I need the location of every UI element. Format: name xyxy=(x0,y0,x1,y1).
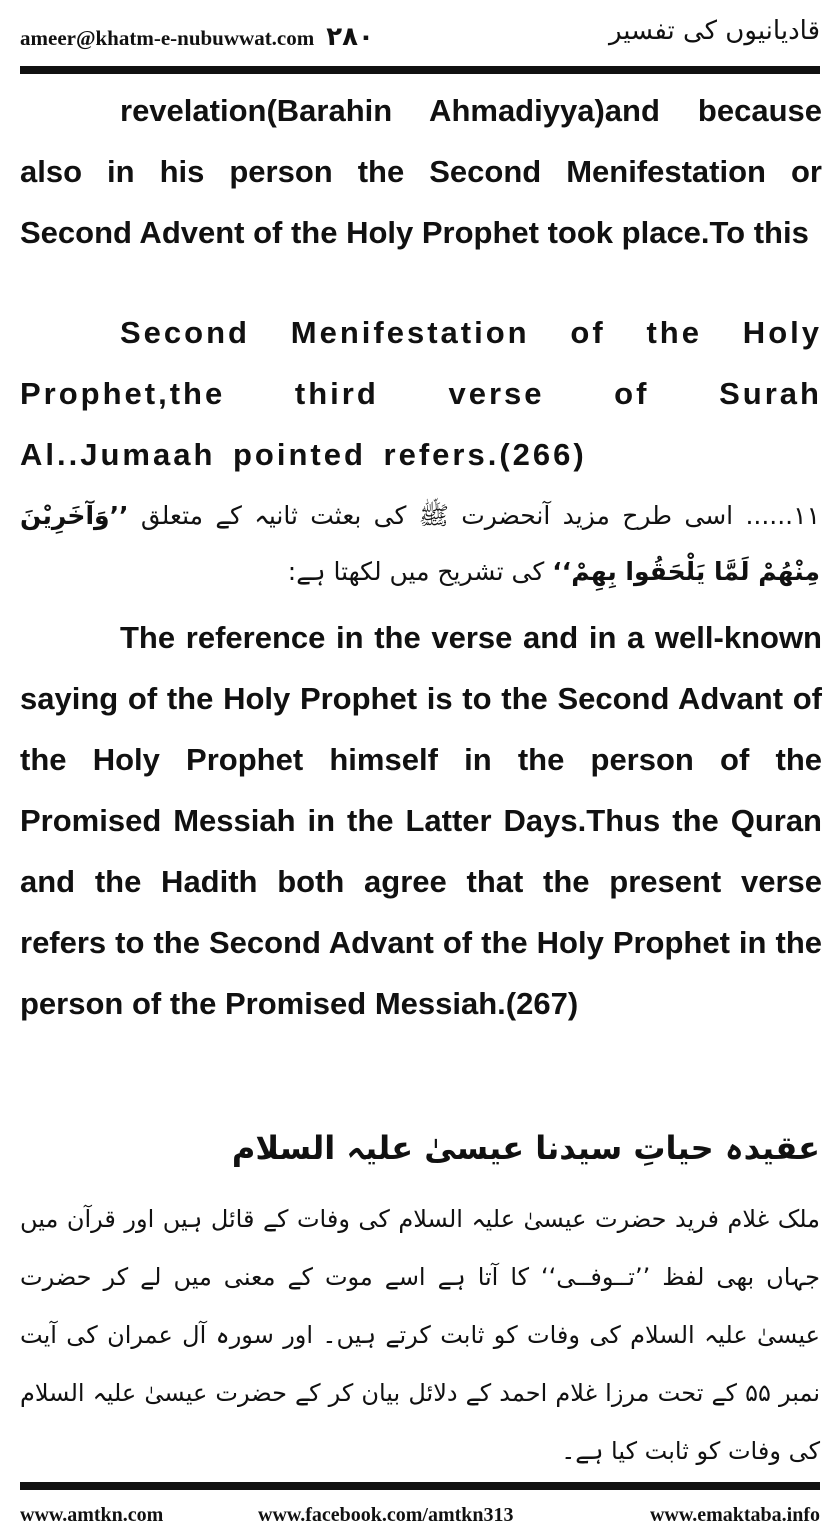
paragraph-1-text: revelation(Barahin Ahmadiyya)and because also in his person the Second Menifestation or Second Advent of the Holy Prophet took place.To this xyxy=(20,93,822,250)
header-left xyxy=(20,22,374,52)
urdu-section-heading: عقیدہ حیاتِ سیدنا عیسیٰ علیہ السلام xyxy=(231,1129,820,1167)
page-number: ۲۸۰ xyxy=(326,22,374,52)
note-number: ۱۱...... xyxy=(745,501,820,530)
paragraph-3-text: The reference in the verse and in a well-known saying of the Holy Prophet is to the Second Advant of the Holy Prophet himself in the person of the Promised Messiah in the Latter Days.Thus the Quran and the Hadith both agree that the present verse refers to the Second Advant of the Holy Prophet in the person of the Promised Messiah.(267) xyxy=(20,620,822,1021)
page-footer xyxy=(20,1504,820,1534)
urdu-note xyxy=(20,488,820,600)
note-quote: ’’وَآخَرِيْنَ مِنْهُمْ لَمَّا يَلْحَقُوا بِهِمْ‘‘ xyxy=(20,501,820,586)
urdu-body-paragraph: ملک غلام فرید حضرت عیسیٰ علیہ السلام کی وفات کے قائل ہیں اور قرآن میں جہاں بھی لفظ ’’تــوفــی‘‘ کا آتا ہے اسے موت کے معنی میں لے کر حضرت عیسیٰ علیہ السلام کی وفات کو ثابت کرتے ہیں۔ اور سورہ آل عمران کی آیت نمبر ۵۵ کے تحت مرزا غلام احمد کے دلائل بیان کر کے حضرت عیسیٰ علیہ السلام کی وفات کو ثابت کیا ہے۔ xyxy=(20,1205,821,1465)
footer-link-emaktaba[interactable]: www.emaktaba.info xyxy=(649,1504,820,1526)
paragraph-2-text: Second Menifestation of the Holy Prophet,the third verse of Surah Al..Jumaah pointed refers.(266) xyxy=(20,315,822,472)
header-divider xyxy=(20,66,820,74)
english-paragraph-2 xyxy=(20,302,822,485)
footer-link-amtkn[interactable]: www.amtkn.com xyxy=(20,1504,164,1526)
footer-divider xyxy=(20,1482,820,1490)
note-text-before: اسی طرح مزید آنحضرت ﷺ کی بعثت ثانیہ کے متعلق xyxy=(140,501,734,530)
note-text-after: کی تشریح میں لکھتا ہے: xyxy=(287,557,545,586)
header-email: ameer@khatm-e-nubuwwat.com xyxy=(20,26,315,50)
english-paragraph-1 xyxy=(20,80,822,263)
english-paragraph-3 xyxy=(20,607,822,1034)
book-title: قادیانیوں کی تفسیر xyxy=(608,16,820,46)
page-header xyxy=(20,8,820,58)
footer-link-facebook[interactable]: www.facebook.com/amtkn313 xyxy=(258,1504,514,1526)
